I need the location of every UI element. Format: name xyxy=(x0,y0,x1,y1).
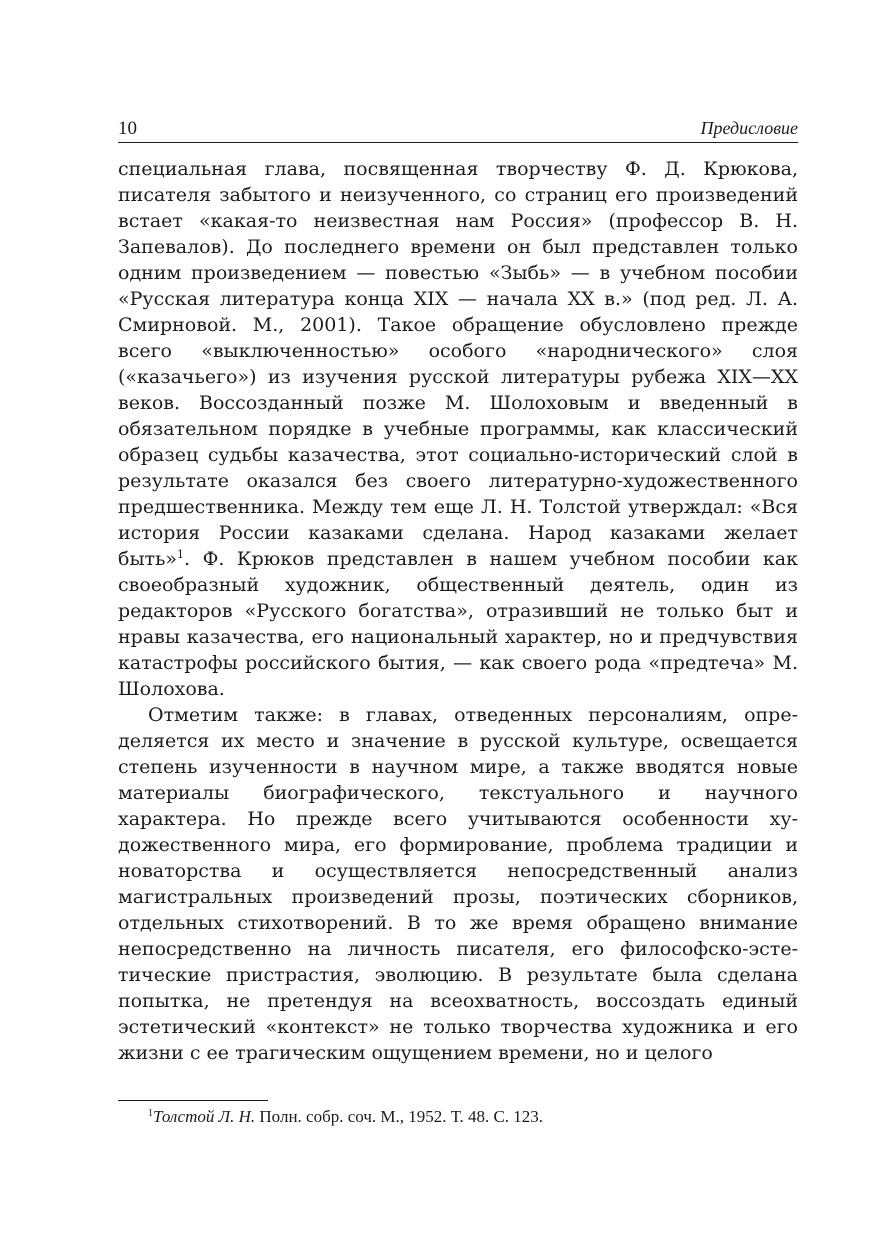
footnote-author: Толстой Л. Н. xyxy=(153,1107,256,1126)
section-title: Предисловие xyxy=(700,118,798,138)
paragraph-1-text: специальная глава, посвященная творчеству Ф. Д. Крюкова, писателя забытого и неизученного, со страниц его произведений встает «какая-то неизвестная нам Россия» (профессор В. Н. Запевалов). До последнего времени он был представлен только одним произведением — повестью «Зыбь» — в учебном пособии «Русская литература конца XIX — начала XX в.» (под ред. Л. А. Смирновой. М., 2001). Такое обращение обусловлено прежде всего «выключенностью» особого «народнического» слоя («казачьего») из изучения русской литературы рубежа XIX—XX веков. Воссозданный позже М. Шолоховым и введенный в обязательном порядке в учебные программы, как классический образец судьбы казачества, этот социально-исторический слой в результате оказался без своего литературно-художественного предшественника. Между тем еще Л. Н. Толстой утверждал: «Вся история России казаками сделана. Народ казаками желает быть» xyxy=(118,158,798,570)
page-number: 10 xyxy=(118,118,137,139)
footnote-citation: Полн. собр. соч. М., 1952. Т. 48. С. 123. xyxy=(255,1107,544,1126)
footnote-reference: 1 xyxy=(177,548,185,561)
footnote xyxy=(148,1106,798,1128)
paragraph-2: Отметим также: в главах, отведенных персоналиям, определяется их место и значение в русской культуре, освещается степень изученности в научном мире, а также вводятся новые материалы биографического, текстуального и научного характера. Но прежде всего учитываются особенности художественного мира, его формирование, проблема традиции и новаторства и осуществляется непосредственный анализ магистральных произведений прозы, поэтических сборников, отдельных стихотворений. В то же время обращено внимание непосредственно на личность писателя, его философско-эстетические пристрастия, эволюцию. В результате была сделана попытка, не претендуя на всеохватность, воссоздать единый эстетический «контекст» не только творчества художника и его жизни с ее трагическим ощущением времени, но и целого xyxy=(118,704,798,1064)
body-text xyxy=(118,156,798,1066)
book-page xyxy=(118,0,798,1241)
footnote-separator xyxy=(118,1100,268,1101)
paragraph-1 xyxy=(118,156,798,702)
paragraph-1-continuation: . Ф. Крюков представлен в нашем учебном пособии как своеобразный художник, общественный деятель, один из редакторов «Русского богатства», отразивший не только быт и нравы казачества, его национальный характер, но и предчувствия катастрофы российского бытия, — как своего рода «предтеча» М. Шолохова. xyxy=(118,548,798,700)
footnote-number: 1 xyxy=(148,1108,153,1119)
running-header xyxy=(118,116,798,143)
